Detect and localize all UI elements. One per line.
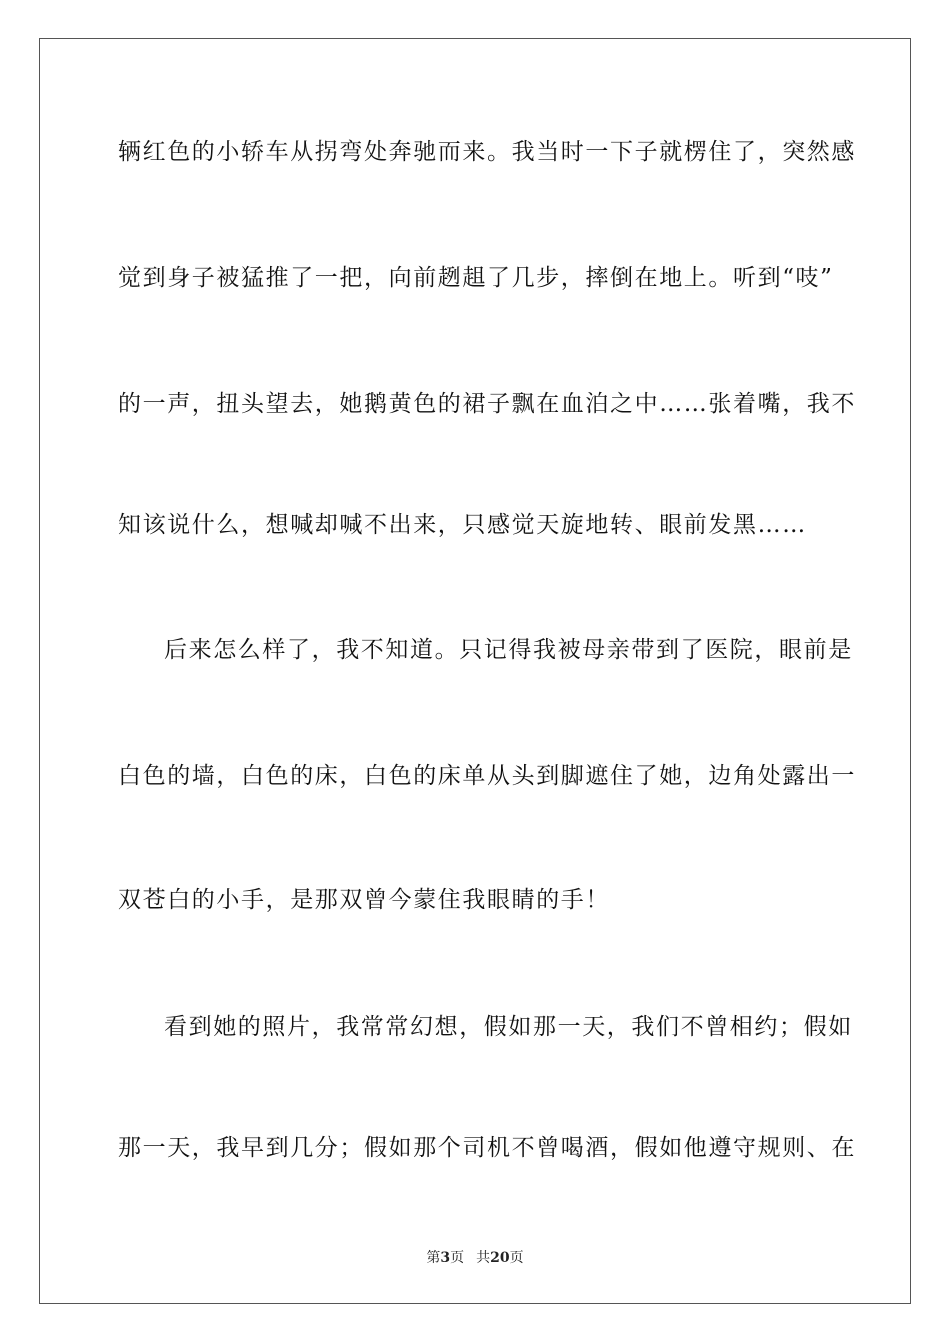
total-prefix: 共 — [476, 1250, 491, 1266]
body-text-line: 辆红色的小轿车从拐弯处奔驰而来。我当时一下子就楞住了，突然感 — [118, 139, 856, 165]
body-text-line: 知该说什么，想喊却喊不出来，只感觉天旋地转、眼前发黑…… — [118, 512, 807, 538]
paragraph-start-line: 看到她的照片，我常常幻想，假如那一天，我们不曾相约；假如 — [164, 1014, 853, 1040]
paragraph-start-line: 后来怎么样了，我不知道。只记得我被母亲带到了医院，眼前是 — [164, 637, 853, 663]
page-border — [39, 38, 911, 1304]
page-number: 3 — [440, 1250, 451, 1266]
body-text-line: 白色的墙，白色的床，白色的床单从头到脚遮住了她，边角处露出一 — [118, 763, 856, 789]
page-footer — [0, 1249, 950, 1267]
page-prefix: 第 — [426, 1250, 441, 1266]
body-text-line: 觉到身子被猛推了一把，向前趔趄了几步，摔倒在地上。听到“吱” — [118, 265, 834, 291]
page-suffix: 页 — [450, 1250, 465, 1266]
body-text-line: 那一天，我早到几分；假如那个司机不曾喝酒，假如他遵守规则、在 — [118, 1135, 856, 1161]
total-pages: 20 — [490, 1250, 510, 1266]
body-text-line: 双苍白的小手，是那双曾今蒙住我眼睛的手！ — [118, 887, 610, 913]
total-suffix: 页 — [509, 1250, 524, 1266]
body-text-line: 的一声，扭头望去，她鹅黄色的裙子飘在血泊之中……张着嘴，我不 — [118, 391, 856, 417]
